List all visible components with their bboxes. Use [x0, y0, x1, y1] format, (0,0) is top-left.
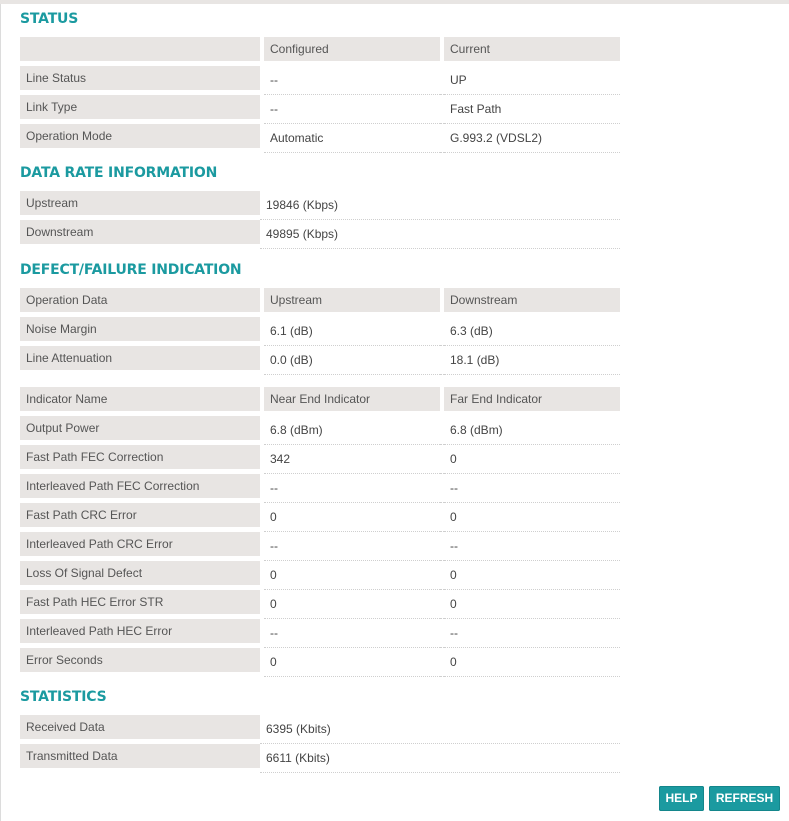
operation-header-row	[20, 288, 620, 317]
row-near: --	[264, 532, 440, 561]
row-near: --	[264, 474, 440, 503]
row-far: --	[444, 532, 620, 561]
row-value: 19846 (Kbps)	[260, 191, 620, 220]
row-far: 0	[444, 648, 620, 677]
table-row	[20, 346, 620, 375]
row-label: Received Data	[20, 715, 260, 744]
row-far: 6.8 (dBm)	[444, 416, 620, 445]
row-label: Loss Of Signal Defect	[20, 561, 260, 590]
row-label: Fast Path CRC Error	[20, 503, 260, 532]
col-indicator-name: Indicator Name	[20, 387, 260, 416]
row-current: G.993.2 (VDSL2)	[444, 124, 620, 153]
row-value: 49895 (Kbps)	[260, 220, 620, 249]
row-label: Transmitted Data	[20, 744, 260, 773]
col-near-end: Near End Indicator	[264, 387, 440, 416]
row-label: Line Attenuation	[20, 346, 260, 375]
row-current: UP	[444, 66, 620, 95]
top-bar	[0, 0, 789, 4]
row-value: 6395 (Kbits)	[260, 715, 620, 744]
defect-heading: DEFECT/FAILURE INDICATION	[20, 262, 242, 278]
row-label: Interleaved Path CRC Error	[20, 532, 260, 561]
row-label: Error Seconds	[20, 648, 260, 677]
row-label: Noise Margin	[20, 317, 260, 346]
row-label: Downstream	[20, 220, 260, 249]
row-near: 0	[264, 648, 440, 677]
status-col-configured: Configured	[264, 37, 440, 66]
table-row	[20, 648, 620, 677]
status-table	[20, 37, 620, 153]
row-near: 0	[264, 503, 440, 532]
row-near: 0	[264, 590, 440, 619]
row-upstream: 6.1 (dB)	[264, 317, 440, 346]
left-border	[0, 4, 1, 821]
table-row	[20, 715, 620, 744]
table-row	[20, 95, 620, 124]
status-col-current: Current	[444, 37, 620, 66]
refresh-button[interactable]: REFRESH	[709, 786, 780, 811]
table-row	[20, 474, 620, 503]
table-row	[20, 317, 620, 346]
row-label: Fast Path FEC Correction	[20, 445, 260, 474]
row-near: --	[264, 619, 440, 648]
row-value: 6611 (Kbits)	[260, 744, 620, 773]
data-rate-table	[20, 191, 620, 249]
row-label: Interleaved Path FEC Correction	[20, 474, 260, 503]
row-configured: --	[264, 95, 440, 124]
row-label: Interleaved Path HEC Error	[20, 619, 260, 648]
row-far: 0	[444, 561, 620, 590]
row-near: 6.8 (dBm)	[264, 416, 440, 445]
row-far: 0	[444, 590, 620, 619]
table-row	[20, 532, 620, 561]
col-operation-data: Operation Data	[20, 288, 260, 317]
row-configured: Automatic	[264, 124, 440, 153]
row-upstream: 0.0 (dB)	[264, 346, 440, 375]
col-upstream: Upstream	[264, 288, 440, 317]
row-downstream: 18.1 (dB)	[444, 346, 620, 375]
row-label: Link Type	[20, 95, 260, 124]
table-row	[20, 124, 620, 153]
table-row	[20, 590, 620, 619]
table-row	[20, 191, 620, 220]
table-row	[20, 66, 620, 95]
row-far: 0	[444, 503, 620, 532]
row-far: --	[444, 619, 620, 648]
row-near: 342	[264, 445, 440, 474]
row-label: Upstream	[20, 191, 260, 220]
row-label: Fast Path HEC Error STR	[20, 590, 260, 619]
table-row	[20, 503, 620, 532]
table-row	[20, 744, 620, 773]
table-row	[20, 416, 620, 445]
status-header-row	[20, 37, 620, 66]
indicator-header-row	[20, 387, 620, 416]
row-label: Output Power	[20, 416, 260, 445]
row-label: Line Status	[20, 66, 260, 95]
statistics-heading: STATISTICS	[20, 689, 107, 705]
table-row	[20, 619, 620, 648]
table-row	[20, 445, 620, 474]
data-rate-heading: DATA RATE INFORMATION	[20, 165, 218, 181]
status-col-blank	[20, 37, 260, 66]
row-far: --	[444, 474, 620, 503]
row-configured: --	[264, 66, 440, 95]
row-near: 0	[264, 561, 440, 590]
col-far-end: Far End Indicator	[444, 387, 620, 416]
table-row	[20, 220, 620, 249]
row-downstream: 6.3 (dB)	[444, 317, 620, 346]
help-button[interactable]: HELP	[659, 786, 704, 811]
status-heading: STATUS	[20, 11, 79, 27]
operation-data-table	[20, 288, 620, 375]
table-row	[20, 561, 620, 590]
indicator-table	[20, 387, 620, 677]
row-current: Fast Path	[444, 95, 620, 124]
statistics-table	[20, 715, 620, 773]
col-downstream: Downstream	[444, 288, 620, 317]
row-label: Operation Mode	[20, 124, 260, 153]
row-far: 0	[444, 445, 620, 474]
